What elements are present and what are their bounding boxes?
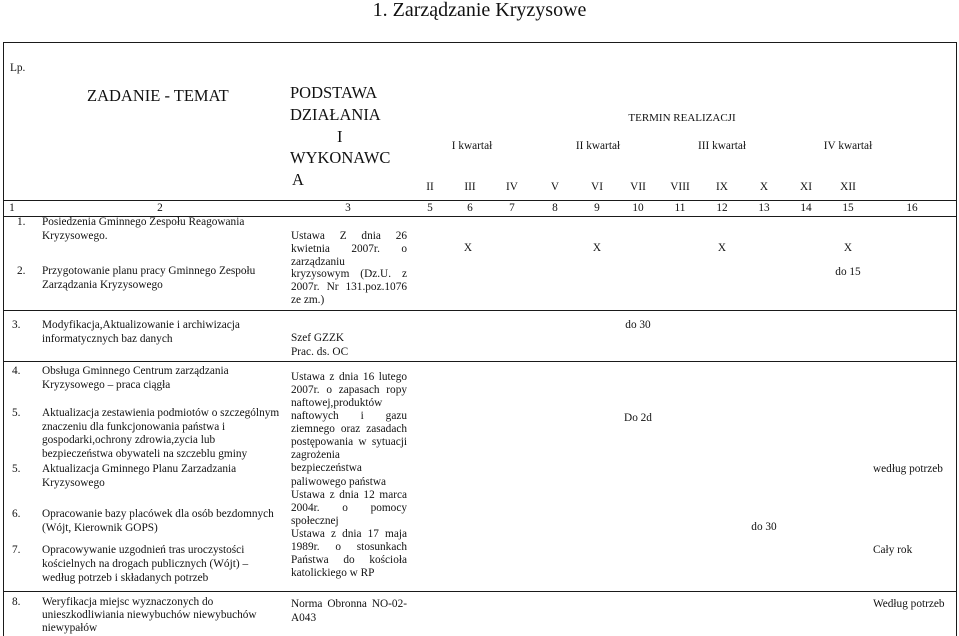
legal-basis-cell xyxy=(291,230,407,307)
schedule-mark: do 30 xyxy=(625,319,651,331)
legal-basis-line: 2007r. Nr 131.poz.1076 xyxy=(291,281,407,294)
column-number: 7 xyxy=(509,202,515,214)
task-line: gospodarki,ochrony zdrowia,zycia lub xyxy=(42,434,216,446)
legal-basis-line: Norma Obronna NO-02- xyxy=(291,598,407,610)
task-line: niewypałów xyxy=(42,622,98,634)
column-number: 15 xyxy=(842,202,854,214)
column-number: 11 xyxy=(674,202,686,214)
page-title: 1. Zarządzanie Kryzysowe xyxy=(372,0,587,21)
task-number: 7. xyxy=(12,544,21,556)
schedule-mark: według potrzeb xyxy=(873,463,943,475)
legal-basis-line: społecznej xyxy=(291,514,339,527)
header-quarter: IV kwartał xyxy=(823,140,873,152)
schedule-mark: X xyxy=(463,242,473,254)
header-lp: Lp. xyxy=(10,62,26,74)
column-number: 9 xyxy=(594,202,600,214)
schedule-mark: Według potrzeb xyxy=(873,598,945,610)
column-number: 6 xyxy=(467,202,473,214)
legal-basis-line: postępowania w sytuacji xyxy=(291,436,407,449)
schedule-mark: X xyxy=(592,242,602,254)
legal-basis-line: 2004r. o pomocy xyxy=(291,501,407,514)
legal-basis-line: bezpieczeństwa xyxy=(291,462,362,475)
task-line: unieszkodliwiania niewybuchów niewybuchów xyxy=(42,609,257,621)
task-number: 5. xyxy=(12,407,21,419)
task-line: Opracowanie bazy placówek dla osób bezdomnych xyxy=(42,508,274,520)
task-text xyxy=(42,507,274,535)
legal-basis-cell xyxy=(291,597,407,625)
task-text xyxy=(42,364,229,392)
header-legal-basis-line: DZIAŁANIA xyxy=(290,104,381,124)
task-line: Modyfikacja,Aktualizowanie i archiwizacja xyxy=(42,319,240,331)
header-schedule: TERMIN REALIZACJI xyxy=(628,112,736,124)
task-line: znaczeniu dla funkcjonowania państwa i xyxy=(42,420,226,433)
task-number: 2. xyxy=(17,265,26,277)
legal-basis-line: ze zm.) xyxy=(291,293,325,306)
legal-basis-line: Państwa do kościoła xyxy=(291,553,407,566)
legal-basis-line: paliwowego państwa xyxy=(291,475,387,488)
row-divider xyxy=(3,591,957,592)
legal-basis-line: 2007r. o zapasach ropy xyxy=(291,384,407,397)
header-bottom-border xyxy=(3,200,957,201)
header-month: IX xyxy=(716,181,728,193)
task-text xyxy=(42,462,236,490)
header-month: III xyxy=(464,181,476,193)
header-legal-basis-line: PODSTAWA xyxy=(290,83,378,102)
task-text xyxy=(42,318,240,346)
task-line: Aktualizacja Gminnego Planu Zarzadzania xyxy=(42,463,237,475)
table-top-border xyxy=(3,42,957,43)
column-number: 3 xyxy=(345,202,351,214)
legal-basis-line: katolickiego w RP xyxy=(291,566,375,579)
column-number: 1 xyxy=(9,202,15,214)
task-line: Aktualizacja zestawienia podmiotów o szczególnym xyxy=(42,407,280,419)
legal-basis-line: zarządzaniu xyxy=(291,255,345,268)
legal-basis-cell xyxy=(291,371,407,580)
legal-basis-line: 1989r. o stosunkach xyxy=(291,540,407,553)
header-month: IV xyxy=(506,181,518,193)
row-divider xyxy=(3,361,957,362)
task-line: Opracowywanie uzgodnień tras uroczystości xyxy=(42,544,245,556)
schedule-mark: Cały rok xyxy=(873,544,913,556)
schedule-mark: X xyxy=(717,242,727,254)
legal-basis-line: naftowej,produktów xyxy=(291,397,383,410)
header-legal-basis xyxy=(290,82,390,191)
task-text xyxy=(42,215,244,243)
header-month: V xyxy=(550,181,560,193)
legal-basis-line: kwietnia 2007r. o xyxy=(291,242,407,255)
task-line: bezpieczeństwa obywateli na szczeblu gminy xyxy=(42,447,248,460)
task-line: Obsługa Gminnego Centrum zarządzania xyxy=(42,365,229,377)
column-number: 8 xyxy=(552,202,558,214)
column-number: 13 xyxy=(758,202,770,214)
legal-basis-line: Ustawa z dnia 16 lutego xyxy=(291,371,407,383)
task-line: Kryzysowego – praca ciągła xyxy=(42,379,171,391)
header-month: XII xyxy=(840,181,856,193)
task-text xyxy=(42,543,248,585)
legal-basis-line: Ustawa Z dnia 26 xyxy=(291,230,407,242)
task-line: informatycznych baz danych xyxy=(42,333,173,345)
task-line: według potrzeb i składanych potrzeb xyxy=(42,572,209,584)
schedule-mark: do 30 xyxy=(751,521,777,533)
header-quarter: III kwartał xyxy=(698,140,746,152)
header-legal-basis-line: A xyxy=(292,170,304,189)
task-line: Weryfikacja miejsc wyznaczonych do xyxy=(42,596,214,608)
task-number: 4. xyxy=(12,365,21,377)
table-left-border xyxy=(3,42,4,636)
header-month: X xyxy=(759,181,769,193)
header-month: XI xyxy=(800,181,812,193)
legal-basis-line: naftowych i gazu xyxy=(291,410,407,423)
column-number: 2 xyxy=(157,202,163,214)
task-text xyxy=(42,264,255,292)
header-task: ZADANIE - TEMAT xyxy=(87,86,229,105)
column-number: 12 xyxy=(716,202,728,214)
legal-basis-line: Ustawa z dnia 12 marca xyxy=(291,488,407,501)
legal-basis-line: Ustawa z dnia 17 maja xyxy=(291,527,407,540)
legal-basis-line: Prac. ds. OC xyxy=(291,346,349,358)
legal-basis-line: A043 xyxy=(291,612,317,624)
legal-basis-line: kryzysowym (Dz.U. z xyxy=(291,268,407,281)
legal-basis-line: ziemnego oraz zasadach xyxy=(291,423,407,436)
task-line: kościelnych na drogach publicznych (Wójt) – xyxy=(42,558,249,570)
task-number: 3. xyxy=(12,319,21,331)
task-line: (Wójt, Kierownik GOPS) xyxy=(42,522,158,534)
schedule-mark: Do 2d xyxy=(624,412,652,424)
task-text xyxy=(42,407,279,461)
column-number: 10 xyxy=(632,202,644,214)
task-line: Przygotowanie planu pracy Gminnego Zespołu xyxy=(42,265,256,277)
column-number: 16 xyxy=(906,202,918,214)
task-number: 5. xyxy=(12,463,21,475)
task-number: 8. xyxy=(12,596,21,608)
schedule-mark: X xyxy=(843,242,853,254)
task-line: Kryzysowego xyxy=(42,477,105,489)
legal-basis-line: zagrożenia xyxy=(291,449,340,462)
row-divider xyxy=(3,310,957,311)
header-quarter: II kwartał xyxy=(575,140,621,152)
header-quarter: I kwartał xyxy=(451,140,493,152)
schedule-mark: do 15 xyxy=(835,266,861,278)
task-number: 6. xyxy=(12,508,21,520)
header-month: II xyxy=(426,181,434,193)
legal-basis-cell xyxy=(291,331,407,359)
task-text xyxy=(42,596,257,635)
task-line: Zarządzania Kryzysowego xyxy=(42,279,163,291)
column-number: 5 xyxy=(427,202,433,214)
header-month: VI xyxy=(591,181,603,193)
header-legal-basis-line: WYKONAWC xyxy=(290,148,391,168)
task-line: Posiedzenia Gminnego Zespołu Reagowania xyxy=(42,216,245,228)
header-month: VII xyxy=(630,181,646,193)
legal-basis-line: Szef GZZK xyxy=(291,332,345,344)
task-line: Kryzysowego. xyxy=(42,230,108,242)
task-number: 1. xyxy=(17,216,26,228)
table-right-border xyxy=(956,42,957,636)
header-month: VIII xyxy=(670,181,690,193)
column-number: 14 xyxy=(800,202,812,214)
header-legal-basis-line: I xyxy=(337,126,343,146)
